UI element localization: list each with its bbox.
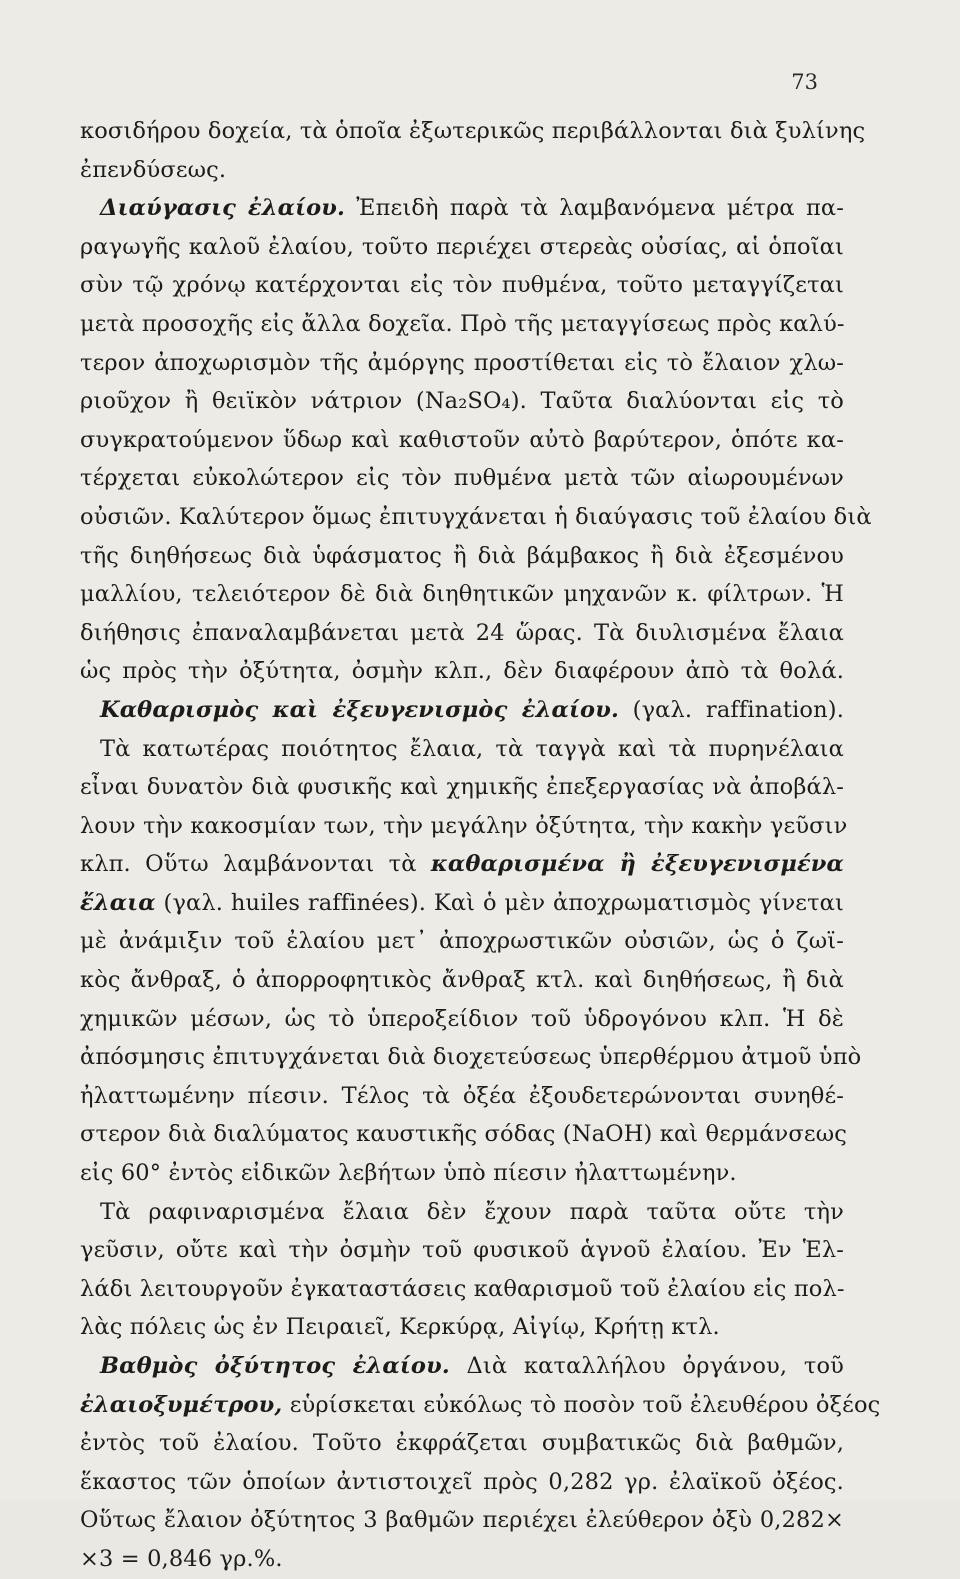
text-line: τέρχεται εὐκολώτερον εἰς τὸν πυθμένα μετὰ τῶν αἰωρουμένων <box>80 465 844 492</box>
emphasized-term: ἔλαια <box>80 889 156 916</box>
emphasized-term: ἐλαιοξυμέτρου, <box>80 1391 283 1418</box>
text-line: τῆς διηθήσεως διὰ ὑφάσματος ἢ διὰ βάμβακος ἢ διὰ ἐξεσμένου <box>80 542 844 569</box>
text-line: διήθησις ἐπαναλαμβάνεται μετὰ 24 ὥρας. Τὰ διυλισμένα ἔλαια <box>80 619 844 646</box>
text-line: ἐπενδύσεως. <box>80 156 227 183</box>
section-heading: Διαύγασις ἐλαίου. <box>100 195 346 222</box>
emphasized-term: καθαρισμένα ἢ ἐξευγενισμένα <box>430 851 844 878</box>
text-line: ἀπόσμησις ἐπιτυγχάνεται διὰ διοχετεύσεως ὑπερθέρμου ἀτμοῦ ὑπὸ <box>80 1044 862 1071</box>
text-line: Καθαρισμὸς καὶ ἐξευγενισμὸς ἐλαίου. (γαλ. raffination). <box>100 696 844 723</box>
text-line: ×3 = 0,846 γρ.%. <box>80 1545 283 1572</box>
text-line: ἔλαια (γαλ. huiles raffinées). Καὶ ὁ μὲν ἀποχρωματισμὸς γίνεται <box>80 889 844 916</box>
text-line: ριοῦχον ἢ θειϊκὸν νάτριον (Na₂SO₄). Ταῦτα διαλύονται εἰς τὸ <box>80 388 844 415</box>
text-line: εἶναι δυνατὸν διὰ φυσικῆς καὶ χημικῆς ἐπεξεργασίας νὰ ἀποβάλ- <box>80 774 844 801</box>
text-line: ραγωγῆς καλοῦ ἐλαίου, τοῦτο περιέχει στερεὰς οὐσίας, αἱ ὁποῖαι <box>80 233 844 260</box>
text-line: τερον ἀποχωρισμὸν τῆς ἀμόργης προστίθεται εἰς τὸ ἔλαιον χλω- <box>80 349 844 376</box>
text-line: στερον διὰ διαλύματος καυστικῆς σόδας (NaOH) καὶ θερμάνσεως <box>80 1121 847 1148</box>
text-line: ἐλαιοξυμέτρου, εὑρίσκεται εὐκόλως τὸ ποσὸν τοῦ ἐλευθέρου ὀξέος <box>80 1391 881 1418</box>
text-line: λὰς πόλεις ὡς ἐν Πειραιεῖ, Κερκύρᾳ, Αἰγίῳ, Κρήτῃ κτλ. <box>80 1314 720 1341</box>
text-line: Τὰ ραφιναρισμένα ἔλαια δὲν ἔχουν παρὰ ταῦτα οὔτε τὴν <box>100 1198 844 1225</box>
text-line: μὲ ἀνάμιξιν τοῦ ἐλαίου μετ᾿ ἀποχρωστικῶν οὐσιῶν, ὡς ὁ ζωϊ- <box>80 928 844 955</box>
text-line: κὸς ἄνθραξ, ὁ ἀπορροφητικὸς ἄνθραξ κτλ. καὶ διηθήσεως, ἢ διὰ <box>80 967 844 994</box>
text-line: λάδι λειτουργοῦν ἐγκαταστάσεις καθαρισμοῦ τοῦ ἐλαίου εἰς πολ- <box>80 1275 845 1302</box>
text-line: εἰς 60° ἐντὸς εἰδικῶν λεβήτων ὑπὸ πίεσιν ἠλαττωμένην. <box>80 1160 737 1187</box>
body-text <box>80 112 881 1579</box>
section-heading: Καθαρισμὸς καὶ ἐξευγενισμὸς ἐλαίου. <box>100 696 619 723</box>
text-line: χημικῶν μέσων, ὡς τὸ ὑπεροξείδιον τοῦ ὑδρογόνου κλπ. Ἡ δὲ <box>80 1005 844 1032</box>
text-line: ὡς πρὸς τὴν ὀξύτητα, ὀσμὴν κλπ., δὲν διαφέρουν ἀπὸ τὰ θολά. <box>80 658 844 685</box>
text-line: Διαύγασις ἐλαίου. Ἐπειδὴ παρὰ τὰ λαμβανόμενα μέτρα πα- <box>100 195 844 222</box>
text-line: οὐσιῶν. Καλύτερον ὅμως ἐπιτυγχάνεται ἡ διαύγασις τοῦ ἐλαίου διὰ <box>80 503 872 530</box>
text-line: ἠλαττωμένην πίεσιν. Τέλος τὰ ὀξέα ἐξουδετερώνονται συνηθέ- <box>80 1082 844 1109</box>
text-line: ἐντὸς τοῦ ἐλαίου. Τοῦτο ἐκφράζεται συμβατικῶς διὰ βαθμῶν, <box>80 1430 844 1457</box>
text-line: Βαθμὸς ὀξύτητος ἐλαίου. Διὰ καταλλήλου ὀργάνου, τοῦ <box>100 1353 844 1379</box>
text-line: γεῦσιν, οὔτε καὶ τὴν ὀσμὴν τοῦ φυσικοῦ ἁγνοῦ ἐλαίου. Ἐν Ἑλ- <box>80 1237 844 1264</box>
text-line: συγκρατούμενον ὕδωρ καὶ καθιστοῦν αὐτὸ βαρύτερον, ὁπότε κα- <box>80 426 844 453</box>
text-line: λουν τὴν κακοσμίαν των, τὴν μεγάλην ὀξύτητα, τὴν κακὴν γεῦσιν <box>80 812 848 839</box>
text-line: ἕκαστος τῶν ὁποίων ἀντιστοιχεῖ πρὸς 0,282 γρ. ἐλαϊκοῦ ὀξέος. <box>80 1468 844 1495</box>
text-line: Οὕτως ἔλαιον ὀξύτητος 3 βαθμῶν περιέχει ἐλεύθερον ὀξὺ 0,282× <box>80 1507 844 1534</box>
section-heading: Βαθμὸς ὀξύτητος ἐλαίου. <box>100 1353 450 1379</box>
text-line: μετὰ προσοχῆς εἰς ἄλλα δοχεῖα. Πρὸ τῆς μεταγγίσεως πρὸς καλύ- <box>80 310 845 337</box>
text-line: κλπ. Οὕτω λαμβάνονται τὰ καθαρισμένα ἢ ἐξευγενισμένα <box>80 851 844 878</box>
text-line: μαλλίου, τελειότερον δὲ διὰ διηθητικῶν μηχανῶν κ. φίλτρων. Ἡ <box>80 581 844 608</box>
page-number: 73 <box>791 70 818 94</box>
text-line: κοσιδήρου δοχεία, τὰ ὁποῖα ἐξωτερικῶς περιβάλλονται διὰ ξυλίνης <box>80 118 866 144</box>
text-line: Τὰ κατωτέρας ποιότητος ἔλαια, τὰ ταγγὰ καὶ τὰ πυρηνέλαια <box>100 735 844 762</box>
text-line: σὺν τῷ χρόνῳ κατέρχονται εἰς τὸν πυθμένα, τοῦτο μεταγγίζεται <box>80 272 844 299</box>
